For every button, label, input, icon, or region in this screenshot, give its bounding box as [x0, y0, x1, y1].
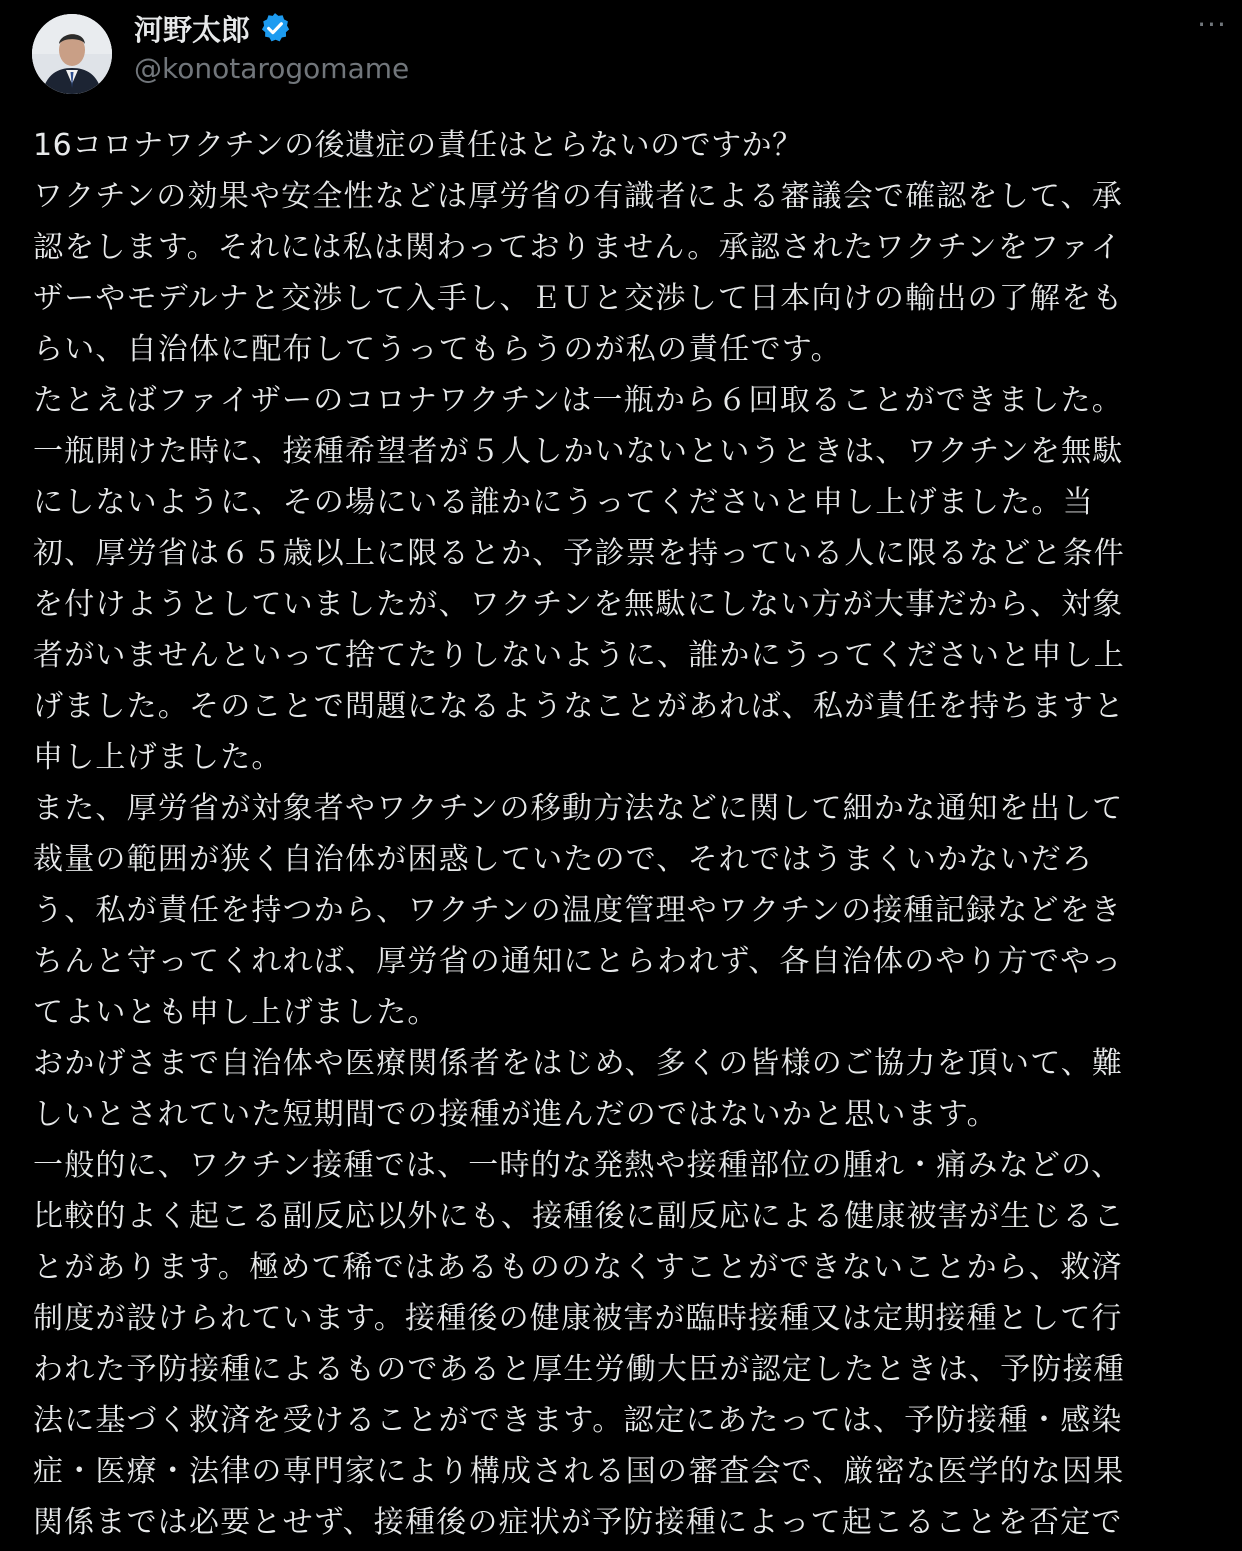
tweet-line: 関係までは必要とせず、接種後の症状が予防接種によって起こることを否定で — [33, 1505, 1123, 1540]
tweet-line: 法に基づく救済を受けることができます。認定にあたっては、予防接種・感染 — [33, 1403, 1123, 1438]
tweet-line: たとえばファイザーのコロナワクチンは一瓶から６回取ることができました。 — [33, 383, 1123, 418]
tweet-line: にしないように、その場にいる誰かにうってくださいと申し上げました。当 — [33, 485, 1094, 520]
tweet-line: しいとされていた短期間での接種が進んだのではないかと思います。 — [33, 1097, 998, 1132]
tweet-line: 認をします。それには私は関わっておりません。承認されたワクチンをファイ — [33, 230, 1122, 265]
tweet-line: また、厚労省が対象者やワクチンの移動方法などに関して細かな通知を出して — [33, 791, 1124, 826]
more-options-icon[interactable]: ··· — [1197, 8, 1227, 41]
tweet-line: 症・医療・法律の専門家により構成される国の審査会で、厳密な医学的な因果 — [33, 1454, 1125, 1489]
author-name-row — [134, 8, 292, 48]
avatar[interactable] — [32, 14, 112, 94]
tweet-line: げました。そのことで問題になるようなことがあれば、私が責任を持ちますと — [33, 689, 1125, 724]
tweet-line: 一般的に、ワクチン接種では、一時的な発熱や接種部位の腫れ・痛みなどの、 — [33, 1148, 1123, 1183]
author-display-name[interactable]: 河野太郎 — [134, 12, 251, 47]
tweet-line: 制度が設けられています。接種後の健康被害が臨時接種又は定期接種として行 — [33, 1301, 1123, 1336]
avatar-photo — [32, 14, 112, 94]
tweet-line: われた予防接種によるものであると厚生労働大臣が認定したときは、予防接種 — [33, 1352, 1125, 1387]
tweet-line: おかげさまで自治体や医療関係者をはじめ、多くの皆様のご協力を頂いて、難 — [33, 1046, 1124, 1081]
tweet-line: ワクチンの効果や安全性などは厚労省の有識者による審議会で確認をして、承 — [33, 179, 1123, 214]
tweet-line: 者がいませんといって捨てたりしないように、誰かにうってくださいと申し上 — [33, 638, 1125, 673]
author-handle[interactable]: @konotarogomame — [134, 52, 410, 85]
tweet-line: 初、厚労省は６５歳以上に限るとか、予診票を持っている人に限るなどと条件 — [33, 536, 1125, 571]
tweet-header — [0, 0, 1242, 110]
tweet-line: 16コロナワクチンの後遺症の責任はとらないのですか？ — [33, 128, 803, 163]
tweet-line: 裁量の範囲が狭く自治体が困惑していたので、それではうまくいかないだろ — [33, 842, 1094, 877]
tweet-line: ザーやモデルナと交渉して入手し、ＥＵと交渉して日本向けの輸出の了解をも — [33, 281, 1124, 316]
tweet-line: ちんと守ってくれれば、厚労省の通知にとらわれず、各自治体のやり方でやっ — [33, 944, 1123, 979]
tweet-line: 一瓶開けた時に、接種希望者が５人しかいないというときは、ワクチンを無駄 — [33, 434, 1124, 469]
verified-badge-icon — [258, 11, 292, 45]
tweet-line: を付けようとしていましたが、ワクチンを無駄にしない方が大事だから、対象 — [33, 587, 1124, 622]
tweet-text — [33, 120, 1213, 1548]
tweet-line: 比較的よく起こる副反応以外にも、接種後に副反応による健康被害が生じるこ — [33, 1199, 1125, 1234]
tweet-line: らい、自治体に配布してうってもらうのが私の責任です。 — [33, 332, 842, 367]
tweet-line: 申し上げました。 — [33, 740, 283, 775]
tweet-line: てよいとも申し上げました。 — [33, 995, 439, 1030]
tweet-line: う、私が責任を持つから、ワクチンの温度管理やワクチンの接種記録などをき — [33, 893, 1122, 928]
tweet-line: とがあります。極めて稀ではあるもののなくすことができないことから、救済 — [33, 1250, 1123, 1285]
